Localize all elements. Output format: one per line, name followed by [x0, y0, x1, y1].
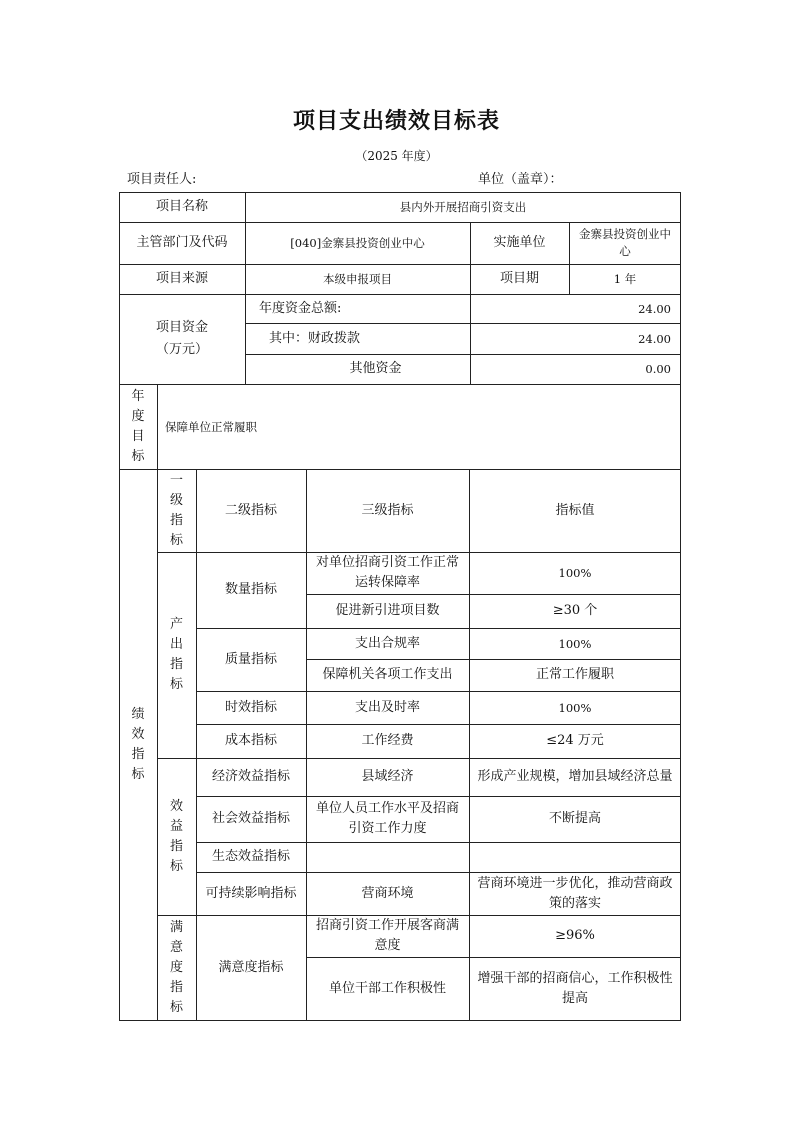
- t1-label: 支出及时率: [354, 699, 420, 715]
- funds-total-value: 24.00: [638, 301, 671, 316]
- performance-label: [119, 469, 157, 1021]
- c1-value: ≤24 万元: [546, 733, 604, 748]
- benefit-label: [157, 758, 196, 915]
- economic-label: 经济效益指标: [211, 769, 290, 784]
- annual-goal-label-text: 年度目标: [131, 388, 145, 464]
- period-label: 项目期: [499, 271, 539, 286]
- quantity-label: 数量指标: [224, 582, 277, 597]
- performance-label-text: 绩效指标: [131, 707, 145, 782]
- s1-value: 不断提高: [548, 811, 601, 826]
- funds-total-label: 年度资金总额:: [259, 300, 342, 316]
- ql2-value: 正常工作履职: [535, 667, 614, 682]
- eco-label: 生态效益指标: [211, 849, 290, 864]
- c1-label: 工作经费: [361, 733, 414, 748]
- project-name-label: 项目名称: [155, 199, 208, 214]
- dept-value: [040]金寨县投资创业中心: [290, 236, 425, 250]
- quality-label: 质量指标: [224, 651, 277, 667]
- sa1-value: ≥96%: [555, 928, 595, 943]
- annual-goal-content: 保障单位正常履职: [165, 419, 257, 434]
- dept-label: 主管部门及代码: [136, 235, 228, 250]
- responsible-label: 项目责任人:: [127, 172, 197, 187]
- satisfaction-label: 满意度指标: [218, 960, 284, 975]
- ql1-value: 100%: [558, 636, 592, 651]
- impl-unit-value: 金寨县投资创业中心: [579, 227, 671, 258]
- satisfaction-group-label: [157, 915, 196, 1021]
- sa2-value: 增强干部的招商信心，工作积极性提高: [477, 971, 673, 1006]
- cost-label: 成本指标: [224, 733, 277, 748]
- q2-label: 促进新引进项目数: [335, 603, 440, 618]
- q2-value: ≥30 个: [552, 603, 598, 618]
- ql1-label: 支出合规率: [354, 635, 420, 651]
- q1-label: 对单位招商引资工作正常运转保障率: [315, 555, 459, 590]
- satisfaction-group-label-text: 满意度指标: [169, 920, 183, 1015]
- sa1-label: 招商引资工作开展客商满意度: [315, 918, 459, 953]
- funds-other-label: 其他资金: [349, 361, 402, 376]
- level1-header-text: 一级指标: [169, 472, 183, 548]
- q1-value: 100%: [558, 566, 592, 580]
- ql2-label: 保障机关各项工作支出: [322, 667, 453, 682]
- su1-label: 营商环境: [361, 885, 414, 901]
- performance-table: [119, 192, 681, 1021]
- level3-header: 三级指标: [361, 502, 414, 518]
- t1-value: 100%: [558, 700, 592, 715]
- year-label: （2025 年度）: [355, 149, 438, 163]
- project-name-text: 县内外开展招商引资支出: [399, 200, 527, 214]
- output-label: [157, 552, 196, 758]
- benefit-label-text: 效益指标: [169, 798, 183, 874]
- source-label: 项目来源: [155, 271, 208, 286]
- s1-label: 单位人员工作水平及招商引资工作力度: [315, 801, 459, 836]
- funds-other-value: 0.00: [645, 362, 671, 376]
- unit-stamp-label: 单位（盖章）：: [478, 172, 563, 187]
- funds-label: 项目资金（万元）: [155, 320, 208, 357]
- source-value: 本级申报项目: [323, 272, 392, 286]
- funds-fiscal-value: 24.00: [638, 331, 671, 346]
- level2-header: 二级指标: [224, 502, 277, 518]
- timeliness-label: 时效指标: [224, 699, 277, 715]
- sustain-label: 可持续影响指标: [205, 885, 297, 901]
- output-label-text: 产出指标: [169, 617, 183, 692]
- level1-header: [157, 469, 196, 552]
- page-title: 项目支出绩效目标表: [292, 108, 500, 134]
- sa2-label: 单位干部工作积极性: [328, 981, 446, 996]
- funds-fiscal-label: 其中：财政拨款: [269, 330, 361, 346]
- period-value: 1 年: [613, 272, 637, 286]
- impl-unit-label: 实施单位: [493, 235, 546, 250]
- value-header: 指标值: [555, 502, 595, 518]
- su1-value: 营商环境进一步优化，推动营商政策的落实: [477, 875, 673, 911]
- e1-label: 县域经济: [361, 769, 414, 784]
- annual-goal-label: [119, 384, 157, 469]
- social-label: 社会效益指标: [211, 811, 290, 826]
- e1-value: 形成产业规模，增加县域经济总量: [477, 769, 673, 784]
- project-name-value: [245, 192, 681, 222]
